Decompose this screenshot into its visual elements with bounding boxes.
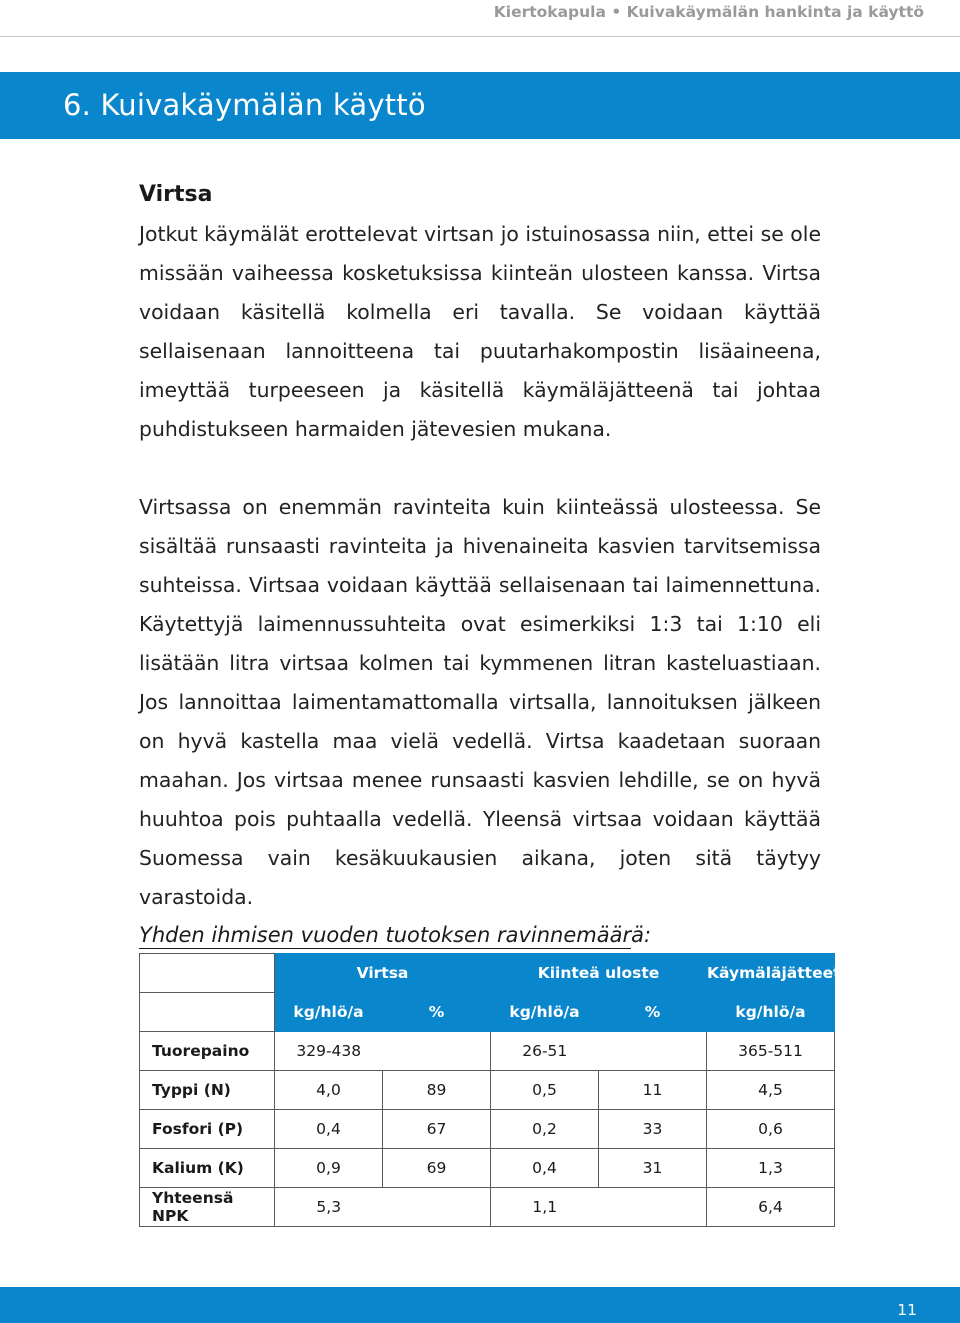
table-row [140, 1149, 835, 1188]
unit-cell: kg/hlö/a [707, 993, 835, 1032]
table-cell: 89 [383, 1071, 491, 1110]
table-cell: 31 [599, 1149, 707, 1188]
table-cell [383, 1032, 491, 1071]
table-cell: 26-51 [491, 1032, 599, 1071]
nutrient-table [139, 953, 841, 1227]
row-label: Typpi (N) [140, 1071, 275, 1110]
table-cell: 11 [599, 1071, 707, 1110]
table-cell: 69 [383, 1149, 491, 1188]
table-caption: Yhden ihmisen vuoden tuotoksen ravinnemäärä: [139, 918, 821, 952]
unit-cell: kg/hlö/a [491, 993, 599, 1032]
table-row [140, 1110, 835, 1149]
table-cell: 5,3 [275, 1188, 383, 1227]
row-label: Yhteensä NPK [140, 1188, 275, 1227]
table-cell: 0,9 [275, 1149, 383, 1188]
row-label: Tuorepaino [140, 1032, 275, 1071]
table-cell: 0,4 [275, 1110, 383, 1149]
group-header-kaymala: Käymäläjätteet [707, 954, 835, 993]
table-cell: 1,1 [491, 1188, 599, 1227]
table-cell: 4,5 [707, 1071, 835, 1110]
group-header-virtsa: Virtsa [275, 954, 491, 993]
table-cell: 365-511 [707, 1032, 835, 1071]
table-unit-row [140, 993, 835, 1032]
table-cell [599, 1188, 707, 1227]
table-cell: 6,4 [707, 1188, 835, 1227]
table-cell: 329-438 [275, 1032, 383, 1071]
paragraph-2: Virtsassa on enemmän ravinteita kuin kiinteässä ulosteessa. Se sisältää runsaasti ravinteita ja hivenaineita kasvien tarvitsemissa suhteissa. Virtsaa voidaan käyttää sellaisenaan tai laimennettuna. Käytettyjä laimennussuhteita ovat esimerkiksi 1:3 tai 1:10 eli lisätään litra virtsaa kolmen tai kymmenen litran kasteluastiaan. Jos lannoittaa laimentamattomalla virtsalla, lannoituksen jälkeen on hyvä kastella maa vielä vedellä. Virtsa kaadetaan suoraan maahan. Jos virtsaa menee runsaasti kasvien lehdille, se on hyvä huuhtoa pois puhtaalla vedellä. Yleensä virtsaa voidaan käyttää Suomessa vain kesäkuukausien aikana, joten sitä täytyy varastoida. [139, 495, 821, 909]
table-cell: 0,6 [707, 1110, 835, 1149]
row-label: Kalium (K) [140, 1149, 275, 1188]
section-heading: Virtsa [139, 182, 213, 207]
unit-cell: kg/hlö/a [275, 993, 383, 1032]
table-cell: 1,3 [707, 1149, 835, 1188]
table-row-total [140, 1188, 835, 1227]
chapter-title: 6. Kuivakäymälän käyttö [63, 88, 426, 122]
footer-bar [0, 1287, 960, 1323]
table-cell: 67 [383, 1110, 491, 1149]
chapter-title-bar [0, 72, 960, 139]
running-header-text: Kiertokapula • Kuivakäymälän hankinta ja käyttö [493, 3, 924, 21]
row-label: Fosfori (P) [140, 1110, 275, 1149]
table-row [140, 1071, 835, 1110]
table-corner-cell [140, 993, 275, 1032]
table-cell [599, 1032, 707, 1071]
table-cell [383, 1188, 491, 1227]
table-cell: 33 [599, 1110, 707, 1149]
table-row-tuorepaino [140, 1032, 835, 1071]
unit-cell: % [383, 993, 491, 1032]
page-number: 11 [897, 1301, 917, 1319]
table-cell: 0,4 [491, 1149, 599, 1188]
unit-cell: % [599, 993, 707, 1032]
table-cell: 4,0 [275, 1071, 383, 1110]
table-group-header-row [140, 954, 835, 993]
table-corner-cell [140, 954, 275, 993]
table-cell: 0,5 [491, 1071, 599, 1110]
paragraph-1: Jotkut käymälät erottelevat virtsan jo istuinosassa niin, ettei se ole missään vaiheessa kosketuksissa kiinteän ulosteen kanssa. Virtsa voidaan käsitellä kolmella eri tavalla. Se voidaan käyttää sellaisenaan lannoitteena tai puutarhakompostin lisäaineena, imeyttää turpeeseen ja käsitellä käymäläjätteenä tai johtaa puhdistukseen harmaiden jätevesien mukana. [139, 222, 821, 441]
table-cell: 0,2 [491, 1110, 599, 1149]
running-header [0, 0, 960, 37]
group-header-kiintea: Kiinteä uloste [491, 954, 707, 993]
